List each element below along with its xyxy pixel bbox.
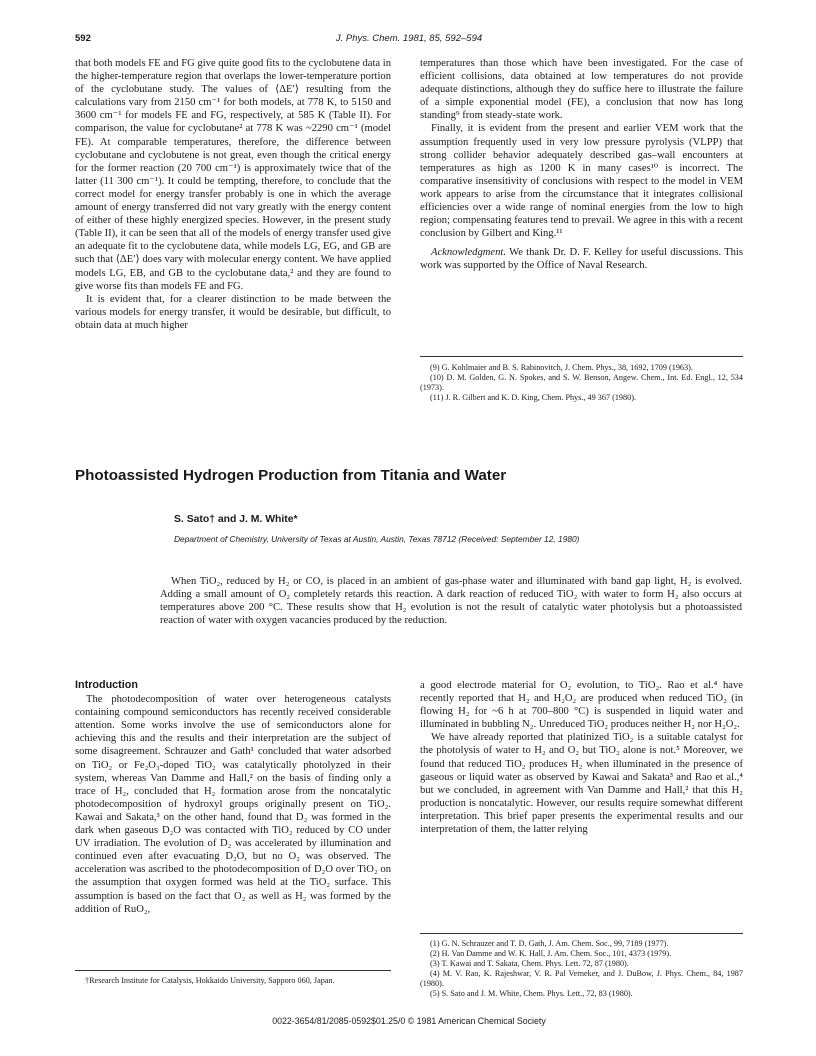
prev-article-footnotes — [420, 363, 743, 403]
acknowledgment-text: We thank Dr. D. F. Kelley for useful discussions. This work was supported by the Office of Naval Research. — [420, 247, 743, 272]
footnote-rule — [420, 356, 743, 357]
running-head — [75, 33, 743, 47]
footnote: (2) H. Van Damme and W. K. Hall, J. Am. Chem. Soc., 101, 4373 (1979). — [430, 949, 672, 958]
footnote-rule — [75, 970, 391, 971]
intro-left-column — [75, 679, 391, 916]
body-paragraph: a good electrode material for O₂ evolution, to TiO₂. Rao et al.⁴ have recently reported that H₂ and H₂O₂ are produced when reduced TiO₂ (in flowing H₂ for ~6 h at 700–800 °C) is suspended in liquid water and illuminated in bubbling N₂. Unreduced TiO₂ produces neither H₂ nor H₂O₂. — [420, 680, 743, 731]
article-affiliation: Department of Chemistry, University of Texas at Austin, Austin, Texas 78712 (Received: September 12, 1980) — [174, 534, 580, 544]
footnote: (3) T. Kawai and T. Sakata, Chem. Phys. Lett. 72, 87 (1980). — [430, 959, 629, 968]
footnote: (9) G. Kohlmaier and B. S. Rabinovitch, J. Chem. Phys., 38, 1692, 1709 (1963). — [430, 363, 693, 372]
abstract-text: When TiO₂, reduced by H₂ or CO, is placed in an ambient of gas-phase water and illuminated with band gap light, H₂ is evolved. Adding a small amount of O₂ completely retards this reaction. A dark reaction of reduced TiO₂ with water to form H₂ also occurs at temperatures above 200 °C. These results show that H₂ evolution is not the result of catalytic water photolysis but a photoassisted reaction of water with oxygen vacancies produced by the reduction. — [160, 576, 742, 627]
abstract — [160, 575, 742, 627]
copyright-line: 0022-3654/81/2085-0592$01.25/0 © 1981 American Chemical Society — [272, 1016, 546, 1026]
acknowledgment-label: Acknowledgment. — [431, 247, 507, 259]
acknowledgment — [420, 246, 743, 272]
prev-article-left-column — [75, 57, 391, 332]
body-paragraph: temperatures than those which have been investigated. For the case of efficient collisions, data obtained at low temperatures do not provide adequate distinctions, although they do suffice here to illustrate the failure of a simple exponential model (FE), a conclusion that now has long standing⁹ from steady-state work. — [420, 58, 743, 122]
footnote: (10) D. M. Golden, G. N. Spokes, and S. W. Benson, Angew. Chem., Int. Ed. Engl., 12, 534 (1973). — [420, 373, 743, 392]
footnote: (1) G. N. Schrauzer and T. D. Gath, J. Am. Chem. Soc., 99, 7189 (1977). — [430, 939, 669, 948]
page-number: 592 — [75, 33, 91, 44]
footnote-rule — [420, 933, 743, 934]
footnote: (11) J. R. Gilbert and K. D. King, Chem. Phys., 49 367 (1980). — [430, 393, 636, 402]
prev-article-right-column — [420, 57, 743, 273]
article-footnotes — [420, 939, 743, 999]
affiliation-footnote — [75, 976, 391, 986]
journal-citation: J. Phys. Chem. 1981, 85, 592–594 — [335, 33, 483, 44]
body-paragraph: that both models FE and FG give quite good fits to the cyclobutene data in the higher-temperature region that overlaps the lower-temperature portion of the cyclobutane study. The values of ⟨ΔE′⟩ resulting from the calculations vary from 2150 cm⁻¹ for both models, at 778 K, to 5150 and 3600 cm⁻¹ for models FE and FG, respectively, at 585 K (Table II). For comparison, the value for cyclobutane² at 778 K was ~2290 cm⁻¹ (model FE). At comparable temperatures, therefore, the difference between cyclobutane and cyclobutene is not great, even though the critical energy for the former reaction (20 700 cm⁻¹) is approximately twice that of the latter (11 300 cm⁻¹). It could be tempting, therefore, to conclude that the correct model for energy transfer probably is one in which the average amount of energy transferred did not vary greatly with the energy content of either of these highly energized species. However, in the present study (Table II), it can be seen that all of the models of energy transfer used give an adequate fit to the cyclobutene data, while models LG, EG, and GB are such that ⟨ΔE′⟩ does vary with molecular energy content. We have applied models LG, EB, and GB to the cyclobutane data,² and they are found to give worse fits than models FE and FG. — [75, 58, 391, 292]
body-paragraph: The photodecomposition of water over heterogeneous catalysts containing compound semiconductors has recently received considerable attention. Some works involve the use of semiconductors alone for achieving this and the results and their interpretation are the subject of some disagreement. Schrauzer and Gath¹ concluded that water adsorbed on TiO₂ or Fe₂O₃-doped TiO₂ was catalytically photolyzed in their system, whereas Van Damme and Hall,² on the basis of finding only a trace of H₂, concluded that H₂ formation arose from the noncatalytic photodecomposition of hydroxyl groups originally present on TiO₂. Kawai and Sakata,³ on the other hand, found that D₂ was formed in the dark when gaseous D₂O was contacted with TiO₂ reduced by CO under UV irradiation. The evolution of D₂ was accelerated by illumination and continued even after evacuating D₂O, but no O₂ was observed. The acceleration was ascribed to the photodecomposition of D₂O over TiO₂ on the assumption that oxygen formed was held at the TiO₂ surface. This assumption is based on the fact that O₂ as well as H₂ was formed by the addition of RuO₂, — [75, 694, 391, 915]
intro-right-column — [420, 679, 743, 836]
article-title: Photoassisted Hydrogen Production from Titania and Water — [75, 467, 507, 484]
section-heading: Introduction — [75, 679, 138, 691]
footnote: †Research Institute for Catalysis, Hokkaido University, Sapporo 060, Japan. — [85, 976, 335, 985]
footnote: (5) S. Sato and J. M. White, Chem. Phys. Lett., 72, 83 (1980). — [430, 989, 633, 998]
body-paragraph: Finally, it is evident from the present and earlier VEM work that the assumption frequently used in very low pressure pyrolysis (VLPP) that strong collider behavior adequately described gas–wall encounters at temperatures as high as 1200 K in many cases¹⁰ is incorrect. The comparative insensitivity of conclusions with respect to the model in VEM work appears to arise from the circumstance that it integrates collisional efficiencies over a wide range of nominal energies from the low to high region; compensating features tend to prevail. We agree in this with a recent conclusion by Gilbert and King.¹¹ — [420, 123, 743, 240]
footnote: (4) M. V. Rao, K. Rajeshwar, V. R. Pal Verneker, and J. DuBow, J. Phys. Chem., 84, 1987 (1980). — [420, 969, 743, 988]
body-paragraph: We have already reported that platinized TiO₂ is a suitable catalyst for the photolysis of water to H₂ and O₂ but TiO₂ alone is not.⁵ Moreover, we found that reduced TiO₂ produces H₂ when illuminated in the presence of gaseous or liquid water as observed by Kawai and Sakata³ and Rao et al.,⁴ but we concluded, in agreement with Van Damme and Hall,² that this H₂ production is noncatalytic. However, our results require somewhat different interpretation. This brief paper presents the experimental results and our interpretation of them, the latter relying — [420, 732, 743, 836]
body-paragraph: It is evident that, for a clearer distinction to be made between the various models for energy transfer, it would be desirable, but difficult, to obtain data at much higher — [75, 293, 391, 331]
article-authors: S. Sato† and J. M. White* — [174, 514, 298, 525]
